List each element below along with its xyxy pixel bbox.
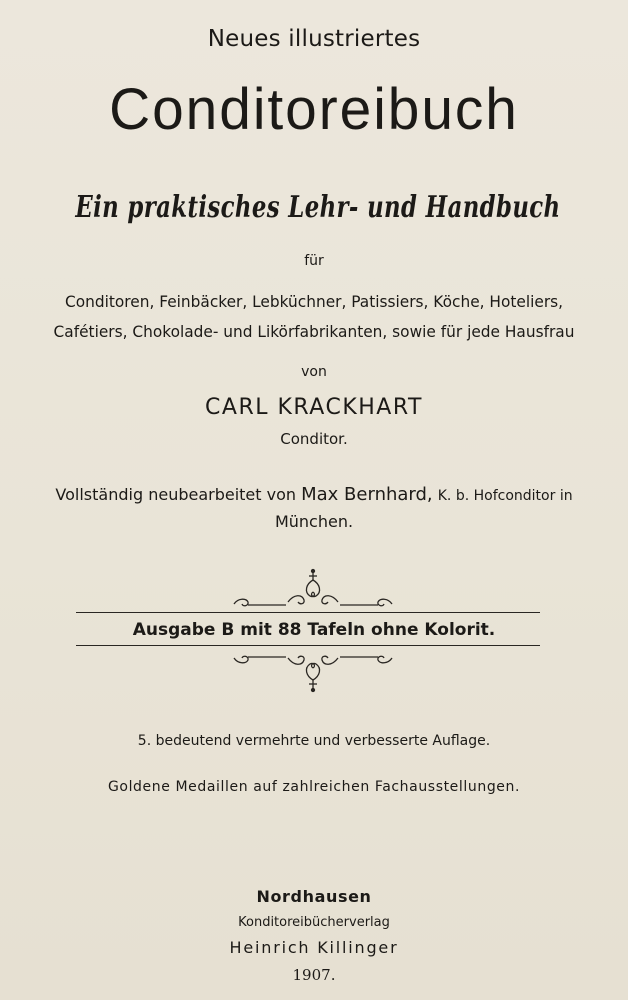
publisher: Konditoreibücherverlag: [238, 915, 390, 930]
subtitle: Ein praktisches Lehr- und Handbuch: [75, 190, 561, 225]
medals-note: Goldene Medaillen auf zahlreichen Fachausstellungen.: [107, 779, 521, 795]
publisher-name: Heinrich Killinger: [229, 938, 399, 957]
rule-bottom: [76, 645, 540, 646]
subtitle-top: Neues illustriertes: [207, 26, 421, 52]
ornament-top-icon: [228, 568, 398, 610]
revised-by-line: [0, 484, 628, 505]
publication-year: 1907.: [292, 966, 336, 984]
publication-place: Nordhausen: [256, 887, 372, 906]
main-title: Conditoreibuch: [109, 77, 519, 142]
author-role: Conditor.: [280, 430, 348, 448]
for-label: für: [304, 253, 324, 269]
edition-banner: Ausgabe B mit 88 Tafeln ohne Kolorit.: [132, 620, 496, 640]
audience-line-1: Conditoren, Feinbäcker, Lebküchner, Patissiers, Köche, Hoteliers,: [64, 292, 564, 311]
rule-top: [76, 612, 540, 613]
ornament-bottom-icon: [228, 648, 398, 694]
reviser-city: München.: [274, 512, 354, 531]
revised-prefix: Vollständig neubearbeitet von: [55, 485, 297, 504]
reviser-name: Max Bernhard,: [301, 484, 433, 505]
reviser-title: K. b. Hofconditor in: [437, 488, 573, 504]
by-label: von: [301, 364, 327, 380]
audience-line-2: Cafétiers, Chokolade- und Likörfabrikanten, sowie für jede Hausfrau: [53, 322, 575, 341]
author-name: CARL KRACKHART: [205, 395, 423, 420]
edition-note: 5. bedeutend vermehrte und verbesserte Auflage.: [137, 733, 491, 749]
